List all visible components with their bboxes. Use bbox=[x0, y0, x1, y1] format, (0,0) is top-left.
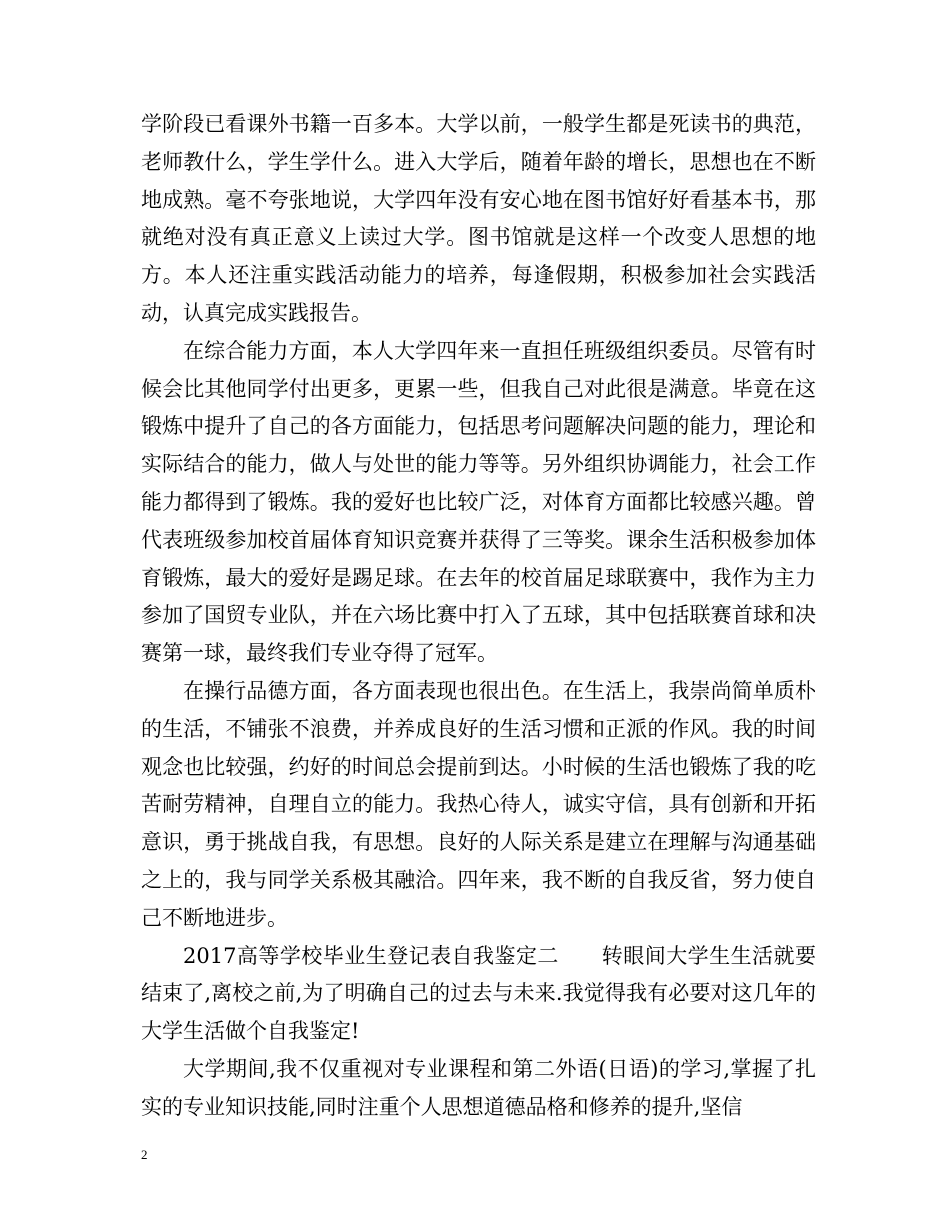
document-body bbox=[141, 106, 816, 1127]
paragraph-3: 在操行品德方面，各方面表现也很出色。在生活上，我崇尚简单质朴的生活，不铺张不浪费，并养成良好的生活习惯和正派的作风。我的时间观念也比较强，约好的时间总会提前到达。小时候的生活也锻炼了我的吃苦耐劳精神，自理自立的能力。我热心待人，诚实守信，具有创新和开拓意识，勇于挑战自我，有思想。良好的人际关系是建立在理解与沟通基础之上的，我与同学关系极其融洽。四年来，我不断的自我反省，努力使自己不断地进步。 bbox=[141, 678, 816, 930]
paragraph-1: 学阶段已看课外书籍一百多本。大学以前，一般学生都是死读书的典范，老师教什么，学生学什么。进入大学后，随着年龄的增长，思想也在不断地成熟。毫不夸张地说，大学四年没有安心地在图书馆好好看基本书，那就绝对没有真正意义上读过大学。图书馆就是这样一个改变人思想的地方。本人还注重实践活动能力的培养，每逢假期，积极参加社会实践活动，认真完成实践报告。 bbox=[141, 112, 816, 325]
paragraph-2: 在综合能力方面，本人大学四年来一直担任班级组织委员。尽管有时候会比其他同学付出更多，更累一些，但我自己对此很是满意。毕竟在这锻炼中提升了自己的各方面能力，包括思考问题解决问题的能力，理论和实际结合的能力，做人与处世的能力等等。另外组织协调能力，社会工作能力都得到了锻炼。我的爱好也比较广泛，对体育方面都比较感兴趣。曾代表班级参加校首届体育知识竞赛并获得了三等奖。课余生活积极参加体育锻炼，最大的爱好是踢足球。在去年的校首届足球联赛中，我作为主力参加了国贸专业队，并在六场比赛中打入了五球，其中包括联赛首球和决赛第一球，最终我们专业夺得了冠军。 bbox=[141, 338, 816, 666]
page-number: 2 bbox=[141, 1147, 148, 1162]
paragraph-5: 大学期间,我不仅重视对专业课程和第二外语(日语)的学习,掌握了扎实的专业知识技能,同时注重个人思想道德品格和修养的提升,坚信 bbox=[141, 1056, 816, 1119]
paragraph-4: 2017高等学校毕业生登记表自我鉴定二 转眼间大学生生活就要结束了,离校之前,为了明确自己的过去与未来.我觉得我有必要对这几年的大学生活做个自我鉴定! bbox=[141, 943, 816, 1044]
